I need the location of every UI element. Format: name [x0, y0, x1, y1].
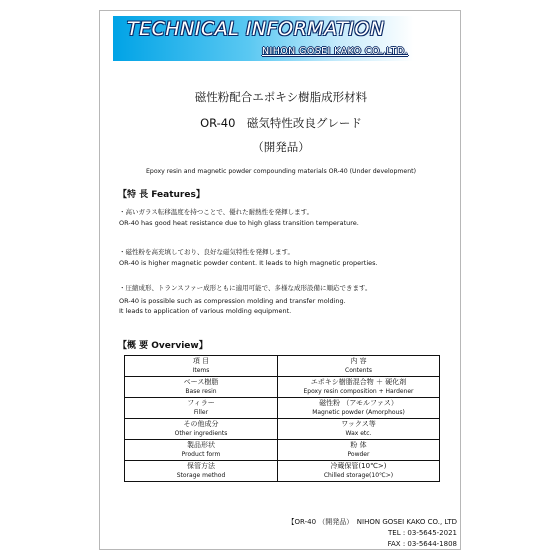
features-heading: 【特 長 Features】	[118, 190, 205, 200]
table-row	[125, 461, 440, 482]
footer-fax: FAX : 03-5644-1808	[387, 540, 457, 548]
document-page	[99, 10, 461, 550]
item-en: Filler	[193, 409, 209, 416]
table-cell	[125, 377, 278, 398]
content-jp: 冷蔵保管(10℃>)	[330, 462, 387, 470]
feature-line: ・高いガラス転移温度を持つことで、優れた耐熱性を発揮します。	[119, 208, 314, 216]
development-note: （開発品）	[252, 140, 310, 154]
table-row	[125, 440, 440, 461]
feature-line: OR-40 is possible such as compression molding and transfer molding.	[119, 297, 346, 305]
table-cell	[278, 398, 440, 419]
item-jp: フィラー	[187, 399, 215, 407]
content-en: Wax etc.	[345, 430, 372, 437]
feature-line: ・磁性粉を高充填しており、良好な磁気特性を発揮します。	[119, 248, 294, 256]
content-jp: 磁性粉 （アモルファス）	[319, 399, 398, 407]
table-cell	[278, 419, 440, 440]
content-jp: エポキシ樹脂混合物 ＋ 硬化剤	[310, 378, 407, 386]
item-en: Storage method	[176, 472, 226, 479]
product-title: 磁性粉配合エポキシ樹脂成形材料	[194, 90, 368, 104]
feature-line: OR-40 has good heat resistance due to high glass transition temperature.	[119, 219, 359, 227]
table-cell	[125, 440, 278, 461]
item-jp: 保管方法	[187, 462, 215, 470]
table-header-cell	[125, 356, 278, 377]
table-row	[125, 419, 440, 440]
footer-product-company: 【OR-40 （開発品） NIHON GOSEI KAKO CO., LTD	[287, 518, 457, 526]
overview-table	[124, 355, 440, 482]
banner-title: TECHNICAL INFORMATION	[127, 18, 385, 40]
company-name: NIHON GOSEI KAKO CO.,LTD.	[262, 46, 409, 57]
product-grade: OR-40 磁気特性改良グレード	[200, 116, 362, 130]
content-en: Epoxy resin composition + Hardener	[303, 388, 414, 395]
table-header-row	[125, 356, 440, 377]
header-banner	[113, 16, 414, 61]
footer-tel: TEL : 03-5645-2021	[388, 529, 457, 537]
table-row	[125, 377, 440, 398]
item-jp: ベース樹脂	[183, 378, 219, 386]
item-en: Base resin	[185, 388, 217, 395]
english-subtitle: Epoxy resin and magnetic powder compounding materials OR-40 (Under development)	[146, 168, 416, 175]
item-jp: 製品形状	[187, 441, 215, 449]
content-en: Powder	[347, 451, 370, 458]
content-jp: 粉 体	[350, 441, 367, 449]
content-en: Magnetic powder (Amorphous)	[312, 409, 405, 416]
content-en: Chilled storage(10℃>)	[323, 472, 394, 479]
table-cell	[125, 461, 278, 482]
header-items-en: Items	[192, 367, 210, 374]
header-items-jp: 項 目	[192, 357, 210, 365]
table-cell	[125, 419, 278, 440]
header-contents-en: Contents	[345, 367, 372, 374]
table-row	[125, 398, 440, 419]
table-cell	[278, 440, 440, 461]
item-en: Other ingredients	[174, 430, 228, 437]
table-cell	[125, 398, 278, 419]
table-cell	[278, 461, 440, 482]
feature-line: It leads to application of various molding equipment.	[119, 307, 292, 315]
table-cell	[278, 377, 440, 398]
feature-line: OR-40 is higher magnetic powder content. It leads to high magnetic properties.	[119, 259, 378, 267]
feature-line: ・圧縮成形、トランスファー成形ともに適用可能で、多様な成形設備に順応できます。	[119, 284, 372, 292]
header-contents-jp: 内 容	[350, 357, 367, 365]
content-jp: ワックス等	[341, 420, 376, 428]
overview-heading: 【概 要 Overview】	[118, 341, 208, 351]
item-en: Product form	[181, 451, 221, 458]
table-header-cell	[278, 356, 440, 377]
item-jp: その他成分	[183, 420, 219, 428]
